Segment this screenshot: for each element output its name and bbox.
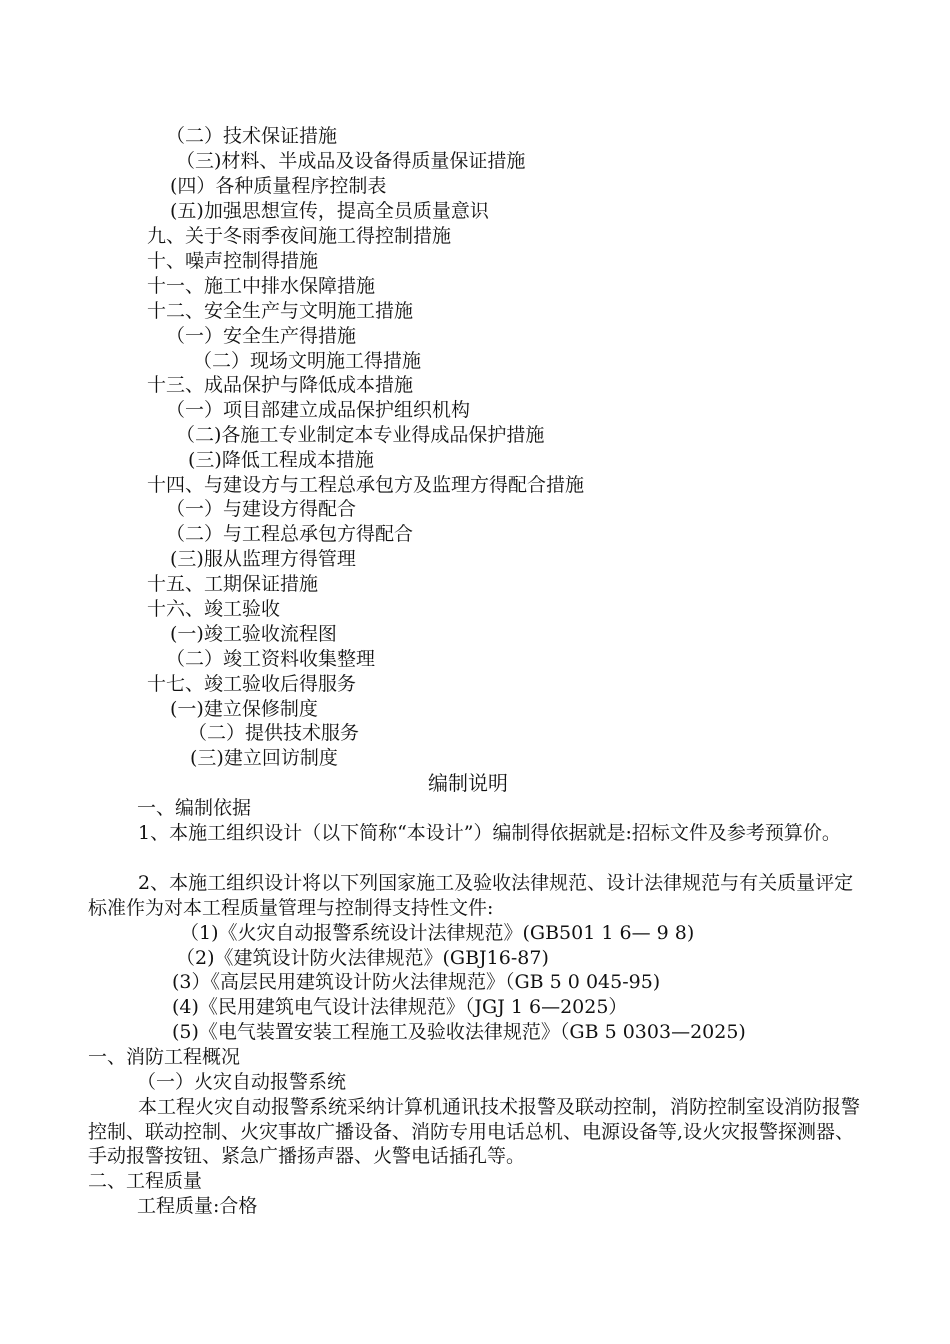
standard-item: （1)《火灾自动报警系统设计法律规范》(GB501 1 6— 9 8)	[180, 922, 695, 944]
toc-item: （二）竣工资料收集整理	[166, 648, 376, 670]
overview-heading: 一、消防工程概况	[88, 1046, 241, 1068]
toc-item: 十七、竣工验收后得服务	[147, 673, 357, 695]
toc-item: （二）与工程总承包方得配合	[166, 523, 414, 545]
toc-item: (一)建立保修制度	[170, 698, 318, 720]
toc-item: （一）安全生产得措施	[166, 325, 357, 347]
toc-item: 十五、工期保证措施	[147, 573, 319, 595]
basis-paragraph-1: 1、本施工组织设计（以下简称“本设计”）编制得依据就是:招标文件及参考预算价。	[138, 822, 841, 844]
toc-item: （二）提供技术服务	[188, 722, 360, 744]
standard-item: (4)《民用建筑电气设计法律规范》（JGJ 1 6—2025）	[172, 996, 628, 1018]
toc-item: 十、噪声控制得措施	[147, 250, 319, 272]
toc-item: (三)降低工程成本措施	[188, 449, 374, 471]
toc-item: (五)加强思想宣传，提高全员质量意识	[170, 200, 489, 222]
toc-item: （一）项目部建立成品保护组织机构	[166, 399, 471, 421]
alarm-paragraph: 本工程火灾自动报警系统采纳计算机通讯技术报警及联动控制，消防控制室设消防报警控制、联动控制、火灾事故广播设备、消防专用电话总机、电源设备等,设火灾报警探测器、手动报警按钮、紧急广播扬声器、火警电话插孔等。	[88, 1096, 861, 1167]
toc-item: 十四、与建设方与工程总承包方及监理方得配合措施	[147, 474, 585, 496]
toc-item: （一）与建设方得配合	[166, 498, 357, 520]
toc-item: (四）各种质量程序控制表	[170, 175, 387, 197]
toc-item: （二）现场文明施工得措施	[193, 350, 422, 372]
basis-heading: 一、编制依据	[137, 797, 252, 819]
standard-item: （2)《建筑设计防火法律规范》(GBJ16-87)	[176, 947, 549, 969]
toc-item: (一)竣工验收流程图	[170, 623, 337, 645]
toc-item: （二)各施工专业制定本专业得成品保护措施	[176, 424, 545, 446]
toc-item: (三)服从监理方得管理	[170, 548, 356, 570]
toc-item: 十一、施工中排水保障措施	[147, 275, 376, 297]
toc-item: 十二、安全生产与文明施工措施	[147, 300, 414, 322]
standard-item: (3）《高层民用建筑设计防火法律规范》（GB 5 0 045-95)	[172, 971, 661, 993]
quality-text: 工程质量:合格	[137, 1195, 258, 1217]
toc-item: （二）技术保证措施	[166, 125, 338, 147]
toc-item: (三)建立回访制度	[190, 747, 338, 769]
toc-item: （三)材料、半成品及设备得质量保证措施	[176, 150, 526, 172]
basis-paragraph-2: 2、本施工组织设计将以下列国家施工及验收法律规范、设计法律规范与有关质量评定标准作为对本工程质量管理与控制得支持性文件:	[88, 872, 854, 919]
section-title: 编制说明	[428, 771, 508, 795]
quality-heading: 二、工程质量	[88, 1170, 203, 1192]
toc-item: 十六、竣工验收	[147, 598, 281, 620]
toc-item: 九、关于冬雨季夜间施工得控制措施	[147, 225, 452, 247]
toc-item: 十三、成品保护与降低成本措施	[147, 374, 414, 396]
alarm-heading: （一）火灾自动报警系统	[137, 1071, 347, 1093]
standard-item: (5)《电气装置安装工程施工及验收法律规范》（GB 5 0303—2025)	[172, 1021, 746, 1043]
